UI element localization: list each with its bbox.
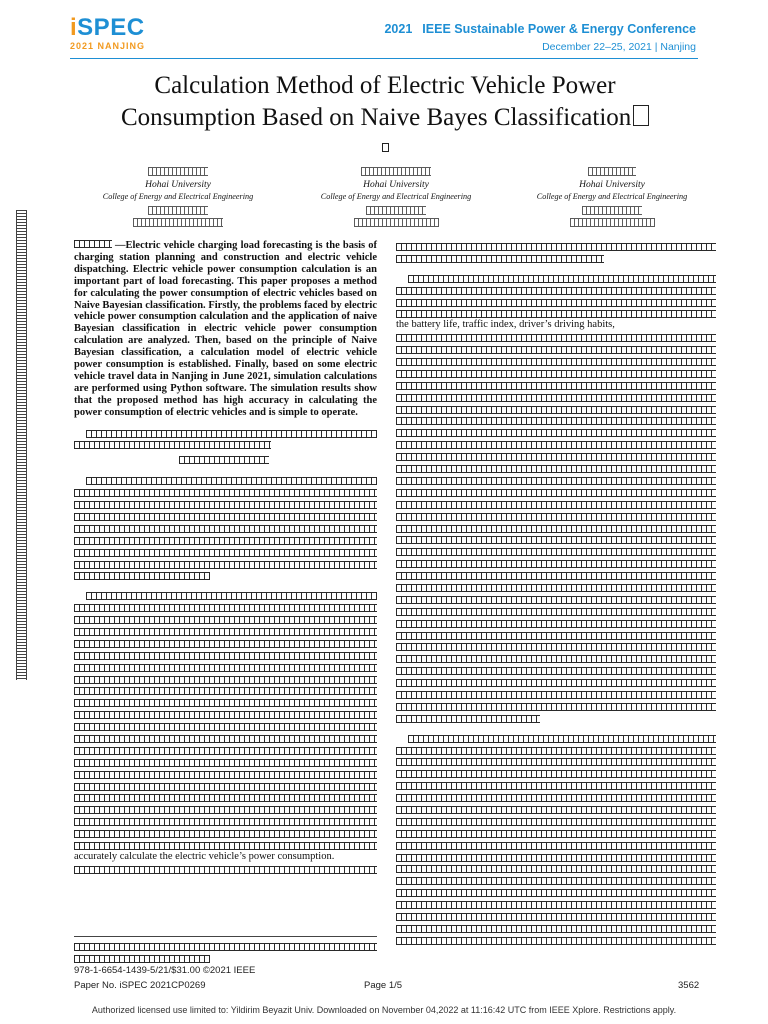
author-university: Hohai University <box>579 180 645 190</box>
document-number: 3562 <box>678 980 700 991</box>
conference-logo <box>70 16 180 56</box>
missing-glyph-icon <box>380 138 389 156</box>
author-block-3 <box>502 164 722 230</box>
author-university: Hohai University <box>363 180 429 190</box>
footnote-divider <box>74 936 377 937</box>
title-line-2: Consumption Based on Naive Bayes Classification <box>120 104 632 131</box>
intro-paragraph-1 <box>74 474 377 581</box>
isbn-line: 978-1-6654-1439-5/21/$31.00 ©2021 IEEE <box>74 965 256 976</box>
footnote <box>74 940 377 964</box>
abstract-text: —Electric vehicle charging load forecasting is the basis of charging station planning and construction and electric vehicle dispatching. Electric vehicle power consumption calculation is an important part of load forecasting. This paper proposes a method for calculating the power consumption of electric vehicles based on Naive Bayesian classification. Firstly, the problems faced by electric vehicle power consumption calculation and the application of naive Bayesian classification in electric vehicle power consumption calculation are analyzed. Then, based on the principle of Naive Bayesian classification, a calculation model of electric vehicle power consumption is established. Finally, based on some electric vehicle travel data in Nanjing in June 2021, simulation calculations are performed using Python software. The simulation results show that the proposed method has high accuracy in calculating the power consumption of electric vehicles and is simple to operate. <box>74 240 377 418</box>
keywords <box>74 427 377 451</box>
author-city <box>148 206 208 215</box>
author-city <box>366 206 426 215</box>
conference-date: December 22–25, 2021 | Nanjing <box>542 41 696 53</box>
author-university: Hohai University <box>145 180 211 190</box>
header-divider <box>70 58 698 59</box>
abstract <box>74 240 377 419</box>
logo-spec: SPEC <box>77 14 145 41</box>
logo-i: i <box>70 14 78 41</box>
author-department: College of Energy and Electrical Engineering <box>102 192 254 201</box>
missing-glyph-icon <box>633 105 649 126</box>
author-department: College of Energy and Electrical Engineering <box>536 192 688 201</box>
abstract-label <box>74 240 112 248</box>
logo-subtitle: 2021 NANJING <box>70 41 146 51</box>
author-block-1 <box>68 164 288 230</box>
author-email <box>354 218 439 227</box>
author-block-2 <box>286 164 506 230</box>
paper-number: Paper No. iSPEC 2021CP0269 <box>74 980 206 991</box>
author-name <box>588 167 636 176</box>
page-number: Page 1/5 <box>364 980 403 991</box>
author-department: College of Energy and Electrical Engineering <box>320 192 472 201</box>
license-notice: Authorized licensed use limited to: Yildirim Beyazit Univ. Downloaded on November 04,2022 at 11:16:42 UTC from IEEE Xplore. Restrictions apply. <box>91 1005 677 1015</box>
body-text-line: the battery life, traffic index, driver’s driving habits, <box>396 319 615 331</box>
author-city <box>582 206 642 215</box>
intro-paragraph-2 <box>74 589 377 874</box>
arxiv-side-strip <box>16 210 27 680</box>
body-text-line: accurately calculate the electric vehicle’s power consumption. <box>74 850 335 862</box>
author-email <box>570 218 655 227</box>
title-line-1: Calculation Method of Electric Vehicle Power <box>154 72 616 99</box>
right-column <box>396 240 716 946</box>
paper-title <box>40 70 730 134</box>
author-email <box>133 218 223 227</box>
author-name <box>361 167 431 176</box>
author-name <box>148 167 208 176</box>
conference-year: 2021 <box>384 22 413 36</box>
left-column <box>74 240 377 875</box>
section-heading-introduction <box>74 456 377 468</box>
conference-name: IEEE Sustainable Power & Energy Conference <box>422 22 696 36</box>
conference-title <box>384 22 696 36</box>
